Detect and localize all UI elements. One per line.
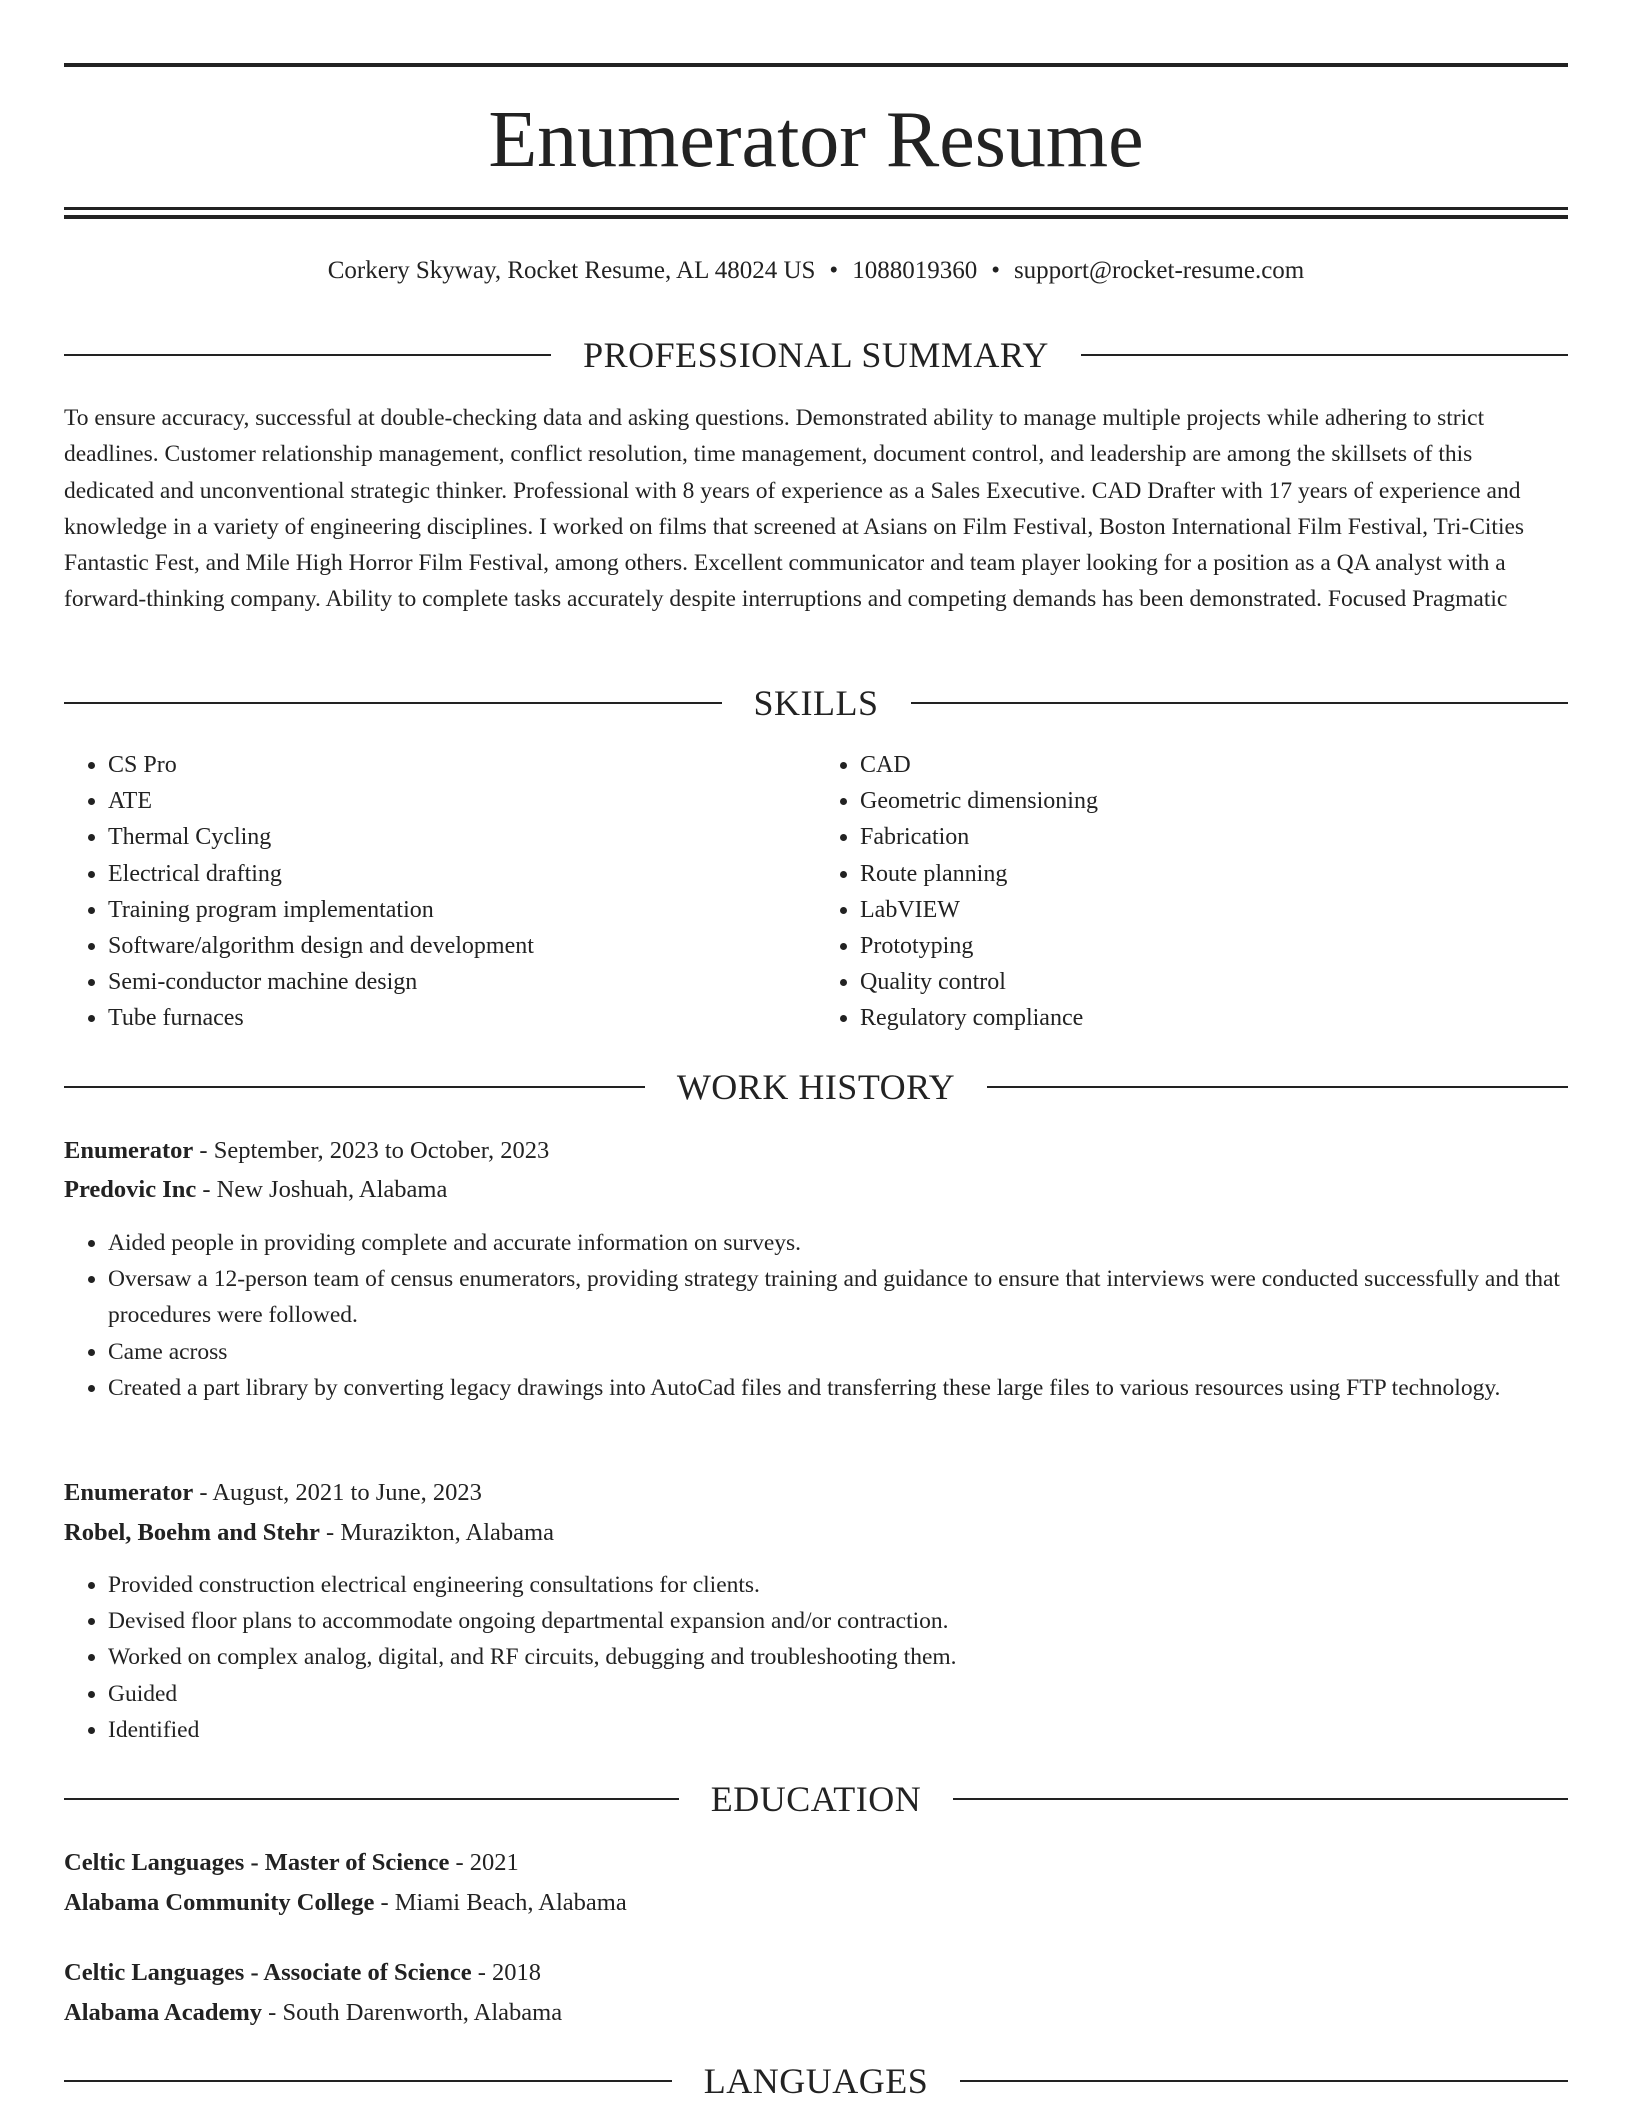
skill-item: • LabVIEW — [860, 892, 1568, 928]
section-heading-languages — [64, 2058, 1568, 2104]
skill-item: • Tube furnaces — [108, 1000, 816, 1036]
skills-column-left — [64, 747, 816, 1037]
skill-item: • Software/algorithm design and development — [108, 928, 816, 964]
summary-text: To ensure accuracy, successful at double-checking data and asking questions. Demonstrated ability to manage multiple projects while adhering to strict deadlines. Customer relationship management, conflict resolution, time management, document control, and leadership are among the skillsets of this dedicated and unconventional strategic thinker. Professional with 8 years of experience as a Sales Executive. CAD Drafter with 17 years of experience and knowledge in a variety of engineering disciplines. I worked on films that screened at Asians on Film Festival, Boston International Film Festival, Tri-Cities Fantastic Fest, and Mile High Horror Film Festival, among others. Excellent communicator and team player looking for a position as a QA analyst with a forward-thinking company. Ability to complete tasks accurately despite interruptions and competing demands has been demonstrated. Focused Pragmatic — [64, 405, 1525, 613]
contact-separator: • — [991, 257, 1000, 284]
job-title-line — [64, 1133, 1568, 1169]
job-bullet: • Provided construction electrical engineering consultations for clients. — [108, 1567, 1568, 1603]
education-school-line — [64, 1995, 1568, 2031]
skill-item: • Quality control — [860, 964, 1568, 1000]
education-school: Alabama Academy — [64, 1999, 263, 2026]
skill-item: • Prototyping — [860, 928, 1568, 964]
section-title: EDUCATION — [710, 1779, 922, 1819]
job-bullet: • Worked on complex analog, digital, and RF circuits, debugging and troubleshooting them. — [108, 1639, 1568, 1675]
skills-column-right — [816, 747, 1568, 1037]
skill-item: • ATE — [108, 783, 816, 819]
section-heading-summary — [64, 332, 1568, 378]
job-location: - New Joshuah, Alabama — [196, 1176, 448, 1203]
education-degree-line — [64, 1845, 1568, 1881]
skill-item: • Semi-conductor machine design — [108, 964, 816, 1000]
job-company-line — [64, 1515, 1568, 1551]
skill-item: • CAD — [860, 747, 1568, 783]
top-rule — [64, 63, 1568, 67]
job-bullet: • Oversaw a 12-person team of census enumerators, providing strategy training and guidance to ensure that interviews were conducted successfully and that procedures were followed. — [108, 1261, 1568, 1333]
job-bullet: • Created a part library by converting legacy drawings into AutoCad files and transferring these large files to various resources using FTP technology. — [108, 1370, 1568, 1406]
education-year: - 2018 — [471, 1959, 542, 1986]
skill-item: • CS Pro — [108, 747, 816, 783]
job-bullet: • Devised floor plans to accommodate ongoing departmental expansion and/or contraction. — [108, 1603, 1568, 1639]
job-bullet: • Guided — [108, 1676, 1568, 1712]
job-company: Predovic Inc — [64, 1176, 197, 1203]
job-company-line — [64, 1172, 1568, 1208]
skill-item: • Route planning — [860, 856, 1568, 892]
job-bullet: • Aided people in providing complete and accurate information on surveys. — [108, 1225, 1568, 1261]
contact-separator: • — [829, 257, 839, 284]
contact-email: support@rocket-resume.com — [1013, 257, 1305, 284]
section-title: SKILLS — [753, 683, 879, 723]
skills-list — [64, 747, 1568, 1037]
education-location: - South Darenworth, Alabama — [262, 1999, 563, 2026]
skill-item: • Thermal Cycling — [108, 819, 816, 855]
job-bullet: • Identified — [108, 1712, 1568, 1748]
job-title-line — [64, 1475, 1568, 1511]
education-location: - Miami Beach, Alabama — [374, 1889, 627, 1916]
section-heading-skills — [64, 680, 1568, 726]
job-bullets — [64, 1225, 1568, 1406]
education-degree-line — [64, 1955, 1568, 1991]
education-year: - 2021 — [449, 1849, 519, 1876]
page-title: Enumerator Resume — [488, 96, 1144, 184]
skill-item: • Geometric dimensioning — [860, 783, 1568, 819]
job-dates: - August, 2021 to June, 2023 — [193, 1479, 482, 1506]
contact-phone: 1088019360 — [852, 257, 978, 284]
job-bullets — [64, 1567, 1568, 1748]
education-degree: Celtic Languages - Associate of Science — [64, 1959, 472, 1986]
skill-item: • Fabrication — [860, 819, 1568, 855]
skill-item: • Training program implementation — [108, 892, 816, 928]
section-heading-education — [64, 1776, 1568, 1822]
job-title: Enumerator — [64, 1479, 194, 1506]
contact-address: Corkery Skyway, Rocket Resume, AL 48024 US — [327, 257, 816, 284]
skill-item: • Regulatory compliance — [860, 1000, 1568, 1036]
job-title: Enumerator — [64, 1137, 194, 1164]
section-title: WORK HISTORY — [676, 1067, 956, 1107]
skill-item: • Electrical drafting — [108, 856, 816, 892]
job-location: - Murazikton, Alabama — [319, 1519, 554, 1546]
section-title: LANGUAGES — [703, 2061, 929, 2101]
section-heading-work — [64, 1064, 1568, 1110]
job-company: Robel, Boehm and Stehr — [64, 1519, 320, 1546]
job-bullet: • Came across — [108, 1334, 1568, 1370]
job-dates: - September, 2023 to October, 2023 — [193, 1137, 550, 1164]
section-title: PROFESSIONAL SUMMARY — [583, 335, 1049, 375]
education-degree: Celtic Languages - Master of Science — [64, 1849, 450, 1876]
education-school: Alabama Community College — [64, 1889, 375, 1916]
contact-line — [0, 255, 1632, 287]
education-school-line — [64, 1885, 1568, 1921]
title-double-rule — [64, 207, 1568, 219]
